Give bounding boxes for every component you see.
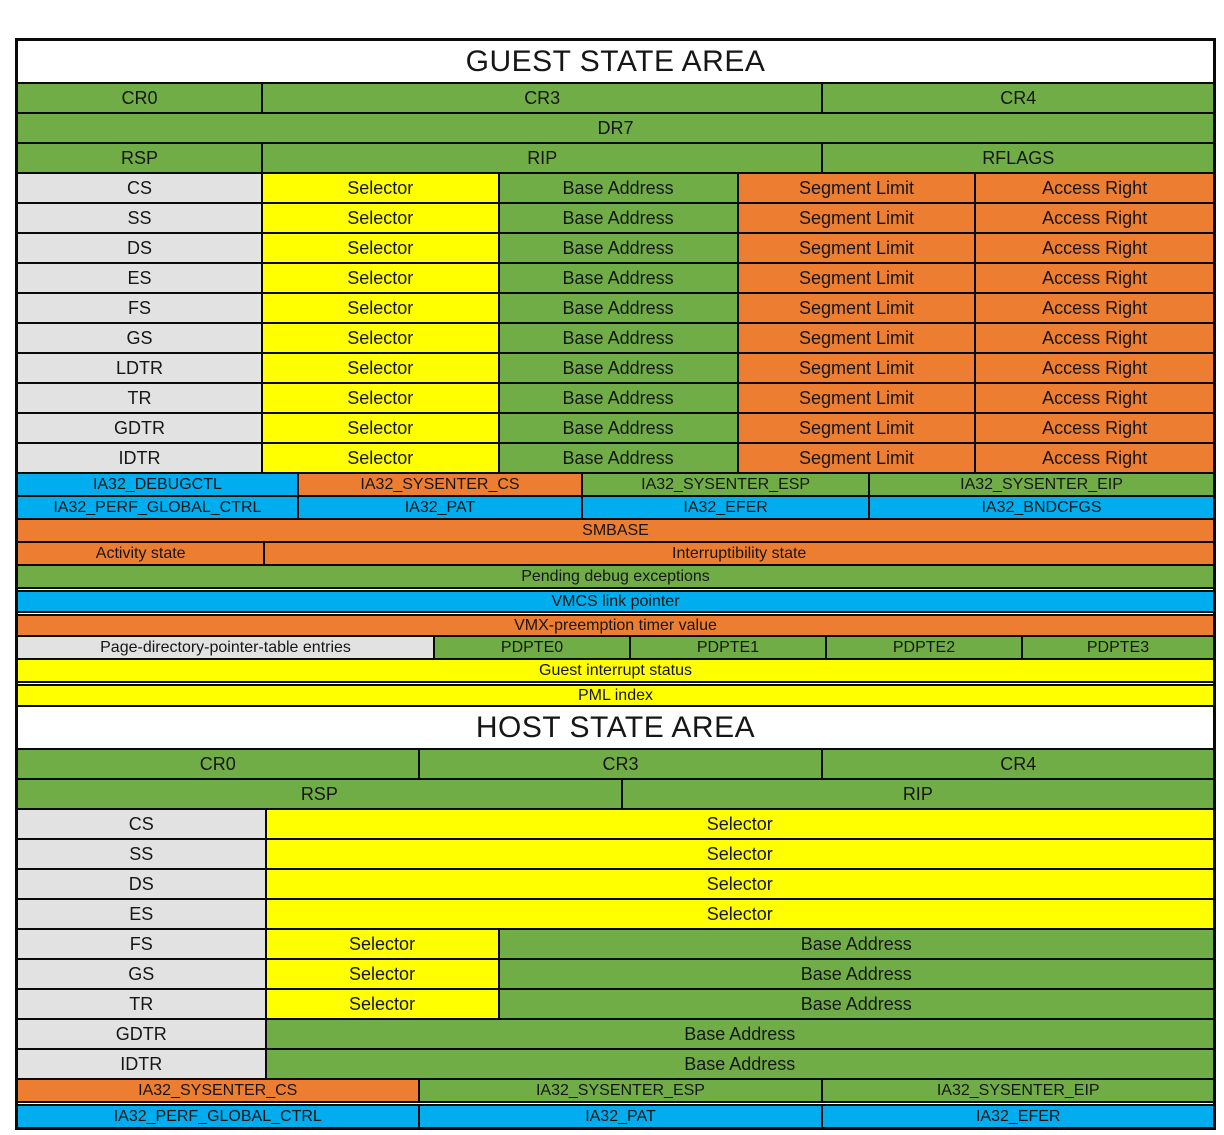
- selector-cell: Selector: [263, 234, 500, 262]
- host-rsp-cell: RSP: [18, 780, 623, 808]
- base-address-cell: Base Address: [500, 234, 739, 262]
- ia32-sysenter-esp-cell: IA32_SYSENTER_ESP: [583, 474, 870, 495]
- guest-msr-row-1: [18, 474, 1213, 497]
- ia32-sysenter-esp-cell: IA32_SYSENTER_ESP: [420, 1080, 824, 1101]
- host-rip-cell: RIP: [623, 780, 1213, 808]
- pml-index-cell: PML index: [18, 686, 1213, 705]
- selector-cell: Selector: [263, 384, 500, 412]
- segment-limit-cell: Segment Limit: [739, 414, 977, 442]
- guest-rsp-cell: RSP: [18, 144, 263, 172]
- smbase-cell: SMBASE: [18, 520, 1213, 541]
- segment-name-cell: IDTR: [18, 444, 263, 472]
- base-address-cell: Base Address: [500, 174, 739, 202]
- base-address-cell: Base Address: [500, 414, 739, 442]
- segment-limit-cell: Segment Limit: [739, 294, 977, 322]
- ia32-perf-global-ctrl-cell: IA32_PERF_GLOBAL_CTRL: [18, 497, 299, 518]
- guest-segment-row-es: [18, 264, 1213, 294]
- host-state-area-header: [18, 707, 1213, 750]
- segment-name-cell: CS: [18, 810, 267, 838]
- pdpte1-cell: PDPTE1: [631, 637, 827, 658]
- guest-rflags-cell: RFLAGS: [823, 144, 1213, 172]
- access-right-cell: Access Right: [976, 294, 1213, 322]
- host-segment-row-tr: [18, 990, 1213, 1020]
- segment-name-cell: GS: [18, 960, 267, 988]
- guest-segment-row-ldtr: [18, 354, 1213, 384]
- guest-rsp-rip-rflags-row: [18, 144, 1213, 174]
- segment-name-cell: ES: [18, 264, 263, 292]
- host-segment-row-ds: [18, 870, 1213, 900]
- segment-name-cell: DS: [18, 234, 263, 262]
- guest-cr4-cell: CR4: [823, 84, 1213, 112]
- segment-name-cell: GDTR: [18, 414, 263, 442]
- segment-limit-cell: Segment Limit: [739, 444, 977, 472]
- host-segment-row-gs: [18, 960, 1213, 990]
- selector-cell: Selector: [263, 204, 500, 232]
- guest-vmcs-link-row: [18, 590, 1213, 613]
- segment-name-cell: GDTR: [18, 1020, 267, 1048]
- segment-name-cell: IDTR: [18, 1050, 267, 1078]
- segment-name-cell: ES: [18, 900, 267, 928]
- guest-pdpte-row: [18, 637, 1213, 660]
- segment-limit-cell: Segment Limit: [739, 384, 977, 412]
- selector-cell: Selector: [263, 354, 500, 382]
- segment-name-cell: TR: [18, 990, 267, 1018]
- selector-cell: Selector: [267, 840, 1213, 868]
- base-address-cell: Base Address: [500, 930, 1213, 958]
- base-address-cell: Base Address: [267, 1020, 1213, 1048]
- access-right-cell: Access Right: [976, 174, 1213, 202]
- access-right-cell: Access Right: [976, 384, 1213, 412]
- guest-state-area-header: [18, 41, 1213, 84]
- segment-limit-cell: Segment Limit: [739, 264, 977, 292]
- access-right-cell: Access Right: [976, 204, 1213, 232]
- guest-msr-row-2: [18, 497, 1213, 520]
- ia32-pat-cell: IA32_PAT: [299, 497, 583, 518]
- segment-limit-cell: Segment Limit: [739, 204, 977, 232]
- guest-segment-row-fs: [18, 294, 1213, 324]
- guest-segment-row-gs: [18, 324, 1213, 354]
- host-segment-row-ss: [18, 840, 1213, 870]
- host-cr0-cell: CR0: [18, 750, 420, 778]
- pdpte2-cell: PDPTE2: [827, 637, 1023, 658]
- guest-state-area-title: GUEST STATE AREA: [18, 41, 1213, 82]
- segment-name-cell: FS: [18, 294, 263, 322]
- selector-cell: Selector: [267, 990, 500, 1018]
- host-cr4-cell: CR4: [823, 750, 1213, 778]
- selector-cell: Selector: [267, 810, 1213, 838]
- segment-name-cell: DS: [18, 870, 267, 898]
- base-address-cell: Base Address: [500, 204, 739, 232]
- base-address-cell: Base Address: [500, 990, 1213, 1018]
- pdpte-label-cell: Page-directory-pointer-table entries: [18, 637, 435, 658]
- guest-activity-row: [18, 543, 1213, 566]
- host-state-area-title: HOST STATE AREA: [18, 707, 1213, 748]
- access-right-cell: Access Right: [976, 324, 1213, 352]
- guest-cr3-cell: CR3: [263, 84, 823, 112]
- ia32-perf-global-ctrl-cell: IA32_PERF_GLOBAL_CTRL: [18, 1106, 420, 1127]
- host-segment-row-gdtr: [18, 1020, 1213, 1050]
- guest-rip-cell: RIP: [263, 144, 823, 172]
- interruptibility-state-cell: Interruptibility state: [265, 543, 1213, 564]
- segment-name-cell: SS: [18, 840, 267, 868]
- guest-segment-row-ss: [18, 204, 1213, 234]
- selector-cell: Selector: [267, 960, 500, 988]
- selector-cell: Selector: [267, 930, 500, 958]
- base-address-cell: Base Address: [500, 294, 739, 322]
- selector-cell: Selector: [263, 324, 500, 352]
- selector-cell: Selector: [267, 900, 1213, 928]
- vmcs-link-pointer-cell: VMCS link pointer: [18, 592, 1213, 611]
- guest-segment-row-cs: [18, 174, 1213, 204]
- pdpte3-cell: PDPTE3: [1023, 637, 1213, 658]
- ia32-sysenter-eip-cell: IA32_SYSENTER_EIP: [870, 474, 1213, 495]
- guest-vmx-timer-row: [18, 614, 1213, 637]
- segment-name-cell: LDTR: [18, 354, 263, 382]
- guest-dr7-cell: DR7: [18, 114, 1213, 142]
- host-control-register-row: [18, 750, 1213, 780]
- segment-limit-cell: Segment Limit: [739, 174, 977, 202]
- ia32-sysenter-cs-cell: IA32_SYSENTER_CS: [18, 1080, 420, 1101]
- ia32-sysenter-eip-cell: IA32_SYSENTER_EIP: [823, 1080, 1213, 1101]
- base-address-cell: Base Address: [500, 384, 739, 412]
- base-address-cell: Base Address: [500, 354, 739, 382]
- ia32-pat-cell: IA32_PAT: [420, 1106, 824, 1127]
- access-right-cell: Access Right: [976, 234, 1213, 262]
- base-address-cell: Base Address: [500, 264, 739, 292]
- vmcs-structure-diagram: [15, 38, 1216, 1130]
- pending-debug-exceptions-cell: Pending debug exceptions: [18, 566, 1213, 587]
- ia32-debugctl-cell: IA32_DEBUGCTL: [18, 474, 299, 495]
- segment-name-cell: FS: [18, 930, 267, 958]
- host-cr3-cell: CR3: [420, 750, 824, 778]
- guest-segment-row-gdtr: [18, 414, 1213, 444]
- host-sysenter-row: [18, 1080, 1213, 1103]
- guest-interrupt-status-row: [18, 660, 1213, 683]
- guest-segment-row-tr: [18, 384, 1213, 414]
- host-segment-row-cs: [18, 810, 1213, 840]
- ia32-bndcfgs-cell: IA32_BNDCFGS: [870, 497, 1213, 518]
- access-right-cell: Access Right: [976, 264, 1213, 292]
- segment-limit-cell: Segment Limit: [739, 324, 977, 352]
- guest-interrupt-status-cell: Guest interrupt status: [18, 660, 1213, 681]
- access-right-cell: Access Right: [976, 354, 1213, 382]
- host-msr-row: [18, 1104, 1213, 1127]
- base-address-cell: Base Address: [500, 960, 1213, 988]
- pdpte0-cell: PDPTE0: [435, 637, 631, 658]
- base-address-cell: Base Address: [267, 1050, 1213, 1078]
- selector-cell: Selector: [263, 294, 500, 322]
- host-segment-row-fs: [18, 930, 1213, 960]
- ia32-efer-cell: IA32_EFER: [823, 1106, 1213, 1127]
- selector-cell: Selector: [263, 414, 500, 442]
- segment-name-cell: TR: [18, 384, 263, 412]
- activity-state-cell: Activity state: [18, 543, 265, 564]
- segment-name-cell: GS: [18, 324, 263, 352]
- guest-pending-debug-row: [18, 566, 1213, 589]
- segment-limit-cell: Segment Limit: [739, 234, 977, 262]
- ia32-efer-cell: IA32_EFER: [583, 497, 870, 518]
- access-right-cell: Access Right: [976, 444, 1213, 472]
- base-address-cell: Base Address: [500, 324, 739, 352]
- guest-segment-row-ds: [18, 234, 1213, 264]
- guest-control-register-row: [18, 84, 1213, 114]
- access-right-cell: Access Right: [976, 414, 1213, 442]
- segment-name-cell: SS: [18, 204, 263, 232]
- selector-cell: Selector: [263, 444, 500, 472]
- host-segment-row-es: [18, 900, 1213, 930]
- segment-name-cell: CS: [18, 174, 263, 202]
- guest-smbase-row: [18, 520, 1213, 543]
- guest-cr0-cell: CR0: [18, 84, 263, 112]
- base-address-cell: Base Address: [500, 444, 739, 472]
- vmx-preemption-timer-cell: VMX-preemption timer value: [18, 616, 1213, 635]
- selector-cell: Selector: [263, 174, 500, 202]
- guest-dr7-row: [18, 114, 1213, 144]
- segment-limit-cell: Segment Limit: [739, 354, 977, 382]
- host-segment-row-idtr: [18, 1050, 1213, 1080]
- host-rsp-rip-row: [18, 780, 1213, 810]
- selector-cell: Selector: [263, 264, 500, 292]
- ia32-sysenter-cs-cell: IA32_SYSENTER_CS: [299, 474, 583, 495]
- guest-segment-row-idtr: [18, 444, 1213, 474]
- guest-pml-index-row: [18, 684, 1213, 707]
- selector-cell: Selector: [267, 870, 1213, 898]
